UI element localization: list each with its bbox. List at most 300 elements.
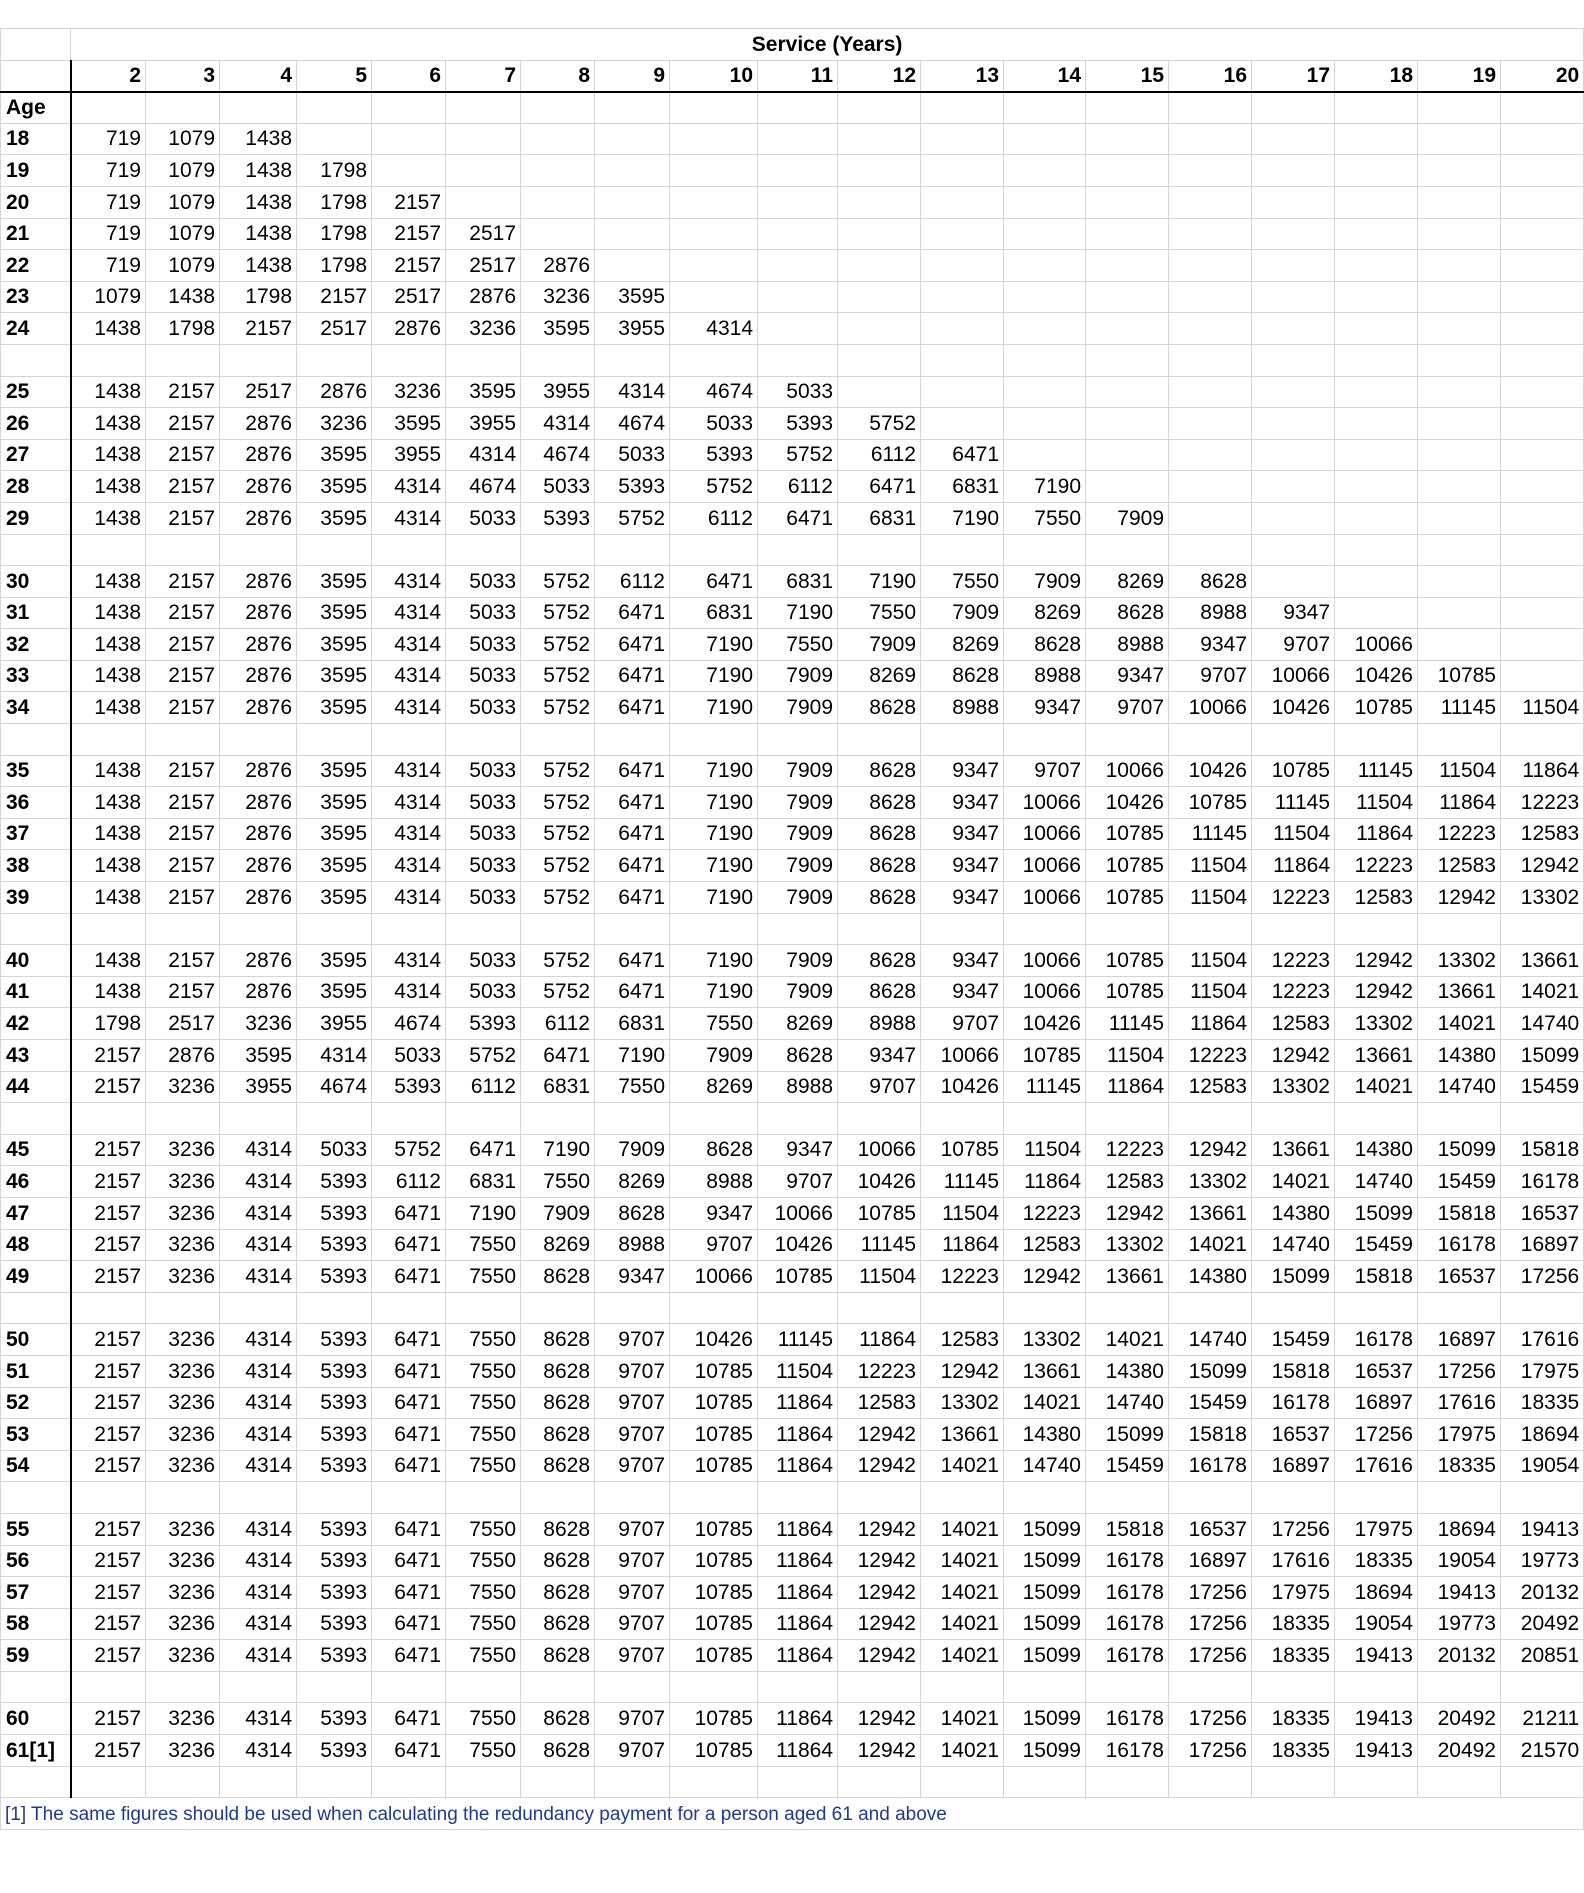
- age-cell: 54: [1, 1450, 71, 1482]
- payment-cell: 18335: [1335, 1545, 1418, 1577]
- empty-cell: [1252, 281, 1335, 313]
- payment-cell: 9707: [595, 1545, 670, 1577]
- payment-cell: 7190: [670, 787, 758, 819]
- payment-cell: 9347: [921, 755, 1004, 787]
- payment-cell: 3236: [146, 1545, 220, 1577]
- payment-cell: 6831: [758, 566, 838, 598]
- empty-cell: [670, 913, 758, 945]
- payment-cell: 11504: [921, 1197, 1004, 1229]
- payment-cell: 10785: [670, 1545, 758, 1577]
- payment-cell: 6112: [758, 471, 838, 503]
- payment-cell: 5752: [521, 660, 595, 692]
- empty-cell: [1169, 534, 1252, 566]
- payment-cell: 6831: [838, 502, 921, 534]
- payment-cell: 6471: [372, 1387, 446, 1419]
- payment-cell: 21211: [1501, 1703, 1584, 1735]
- payment-cell: 8628: [521, 1387, 595, 1419]
- service-year-header: 5: [297, 60, 372, 92]
- payment-cell: 1438: [71, 566, 146, 598]
- age-cell: 35: [1, 755, 71, 787]
- payment-cell: 3955: [595, 313, 670, 345]
- payment-cell: 19413: [1335, 1735, 1418, 1767]
- payment-cell: 6471: [838, 471, 921, 503]
- empty-cell: [1086, 155, 1169, 187]
- empty-cell: [521, 724, 595, 756]
- empty-cell: [758, 1766, 838, 1798]
- payment-cell: 9707: [1169, 660, 1252, 692]
- payment-cell: 3955: [372, 439, 446, 471]
- payment-cell: 8988: [595, 1229, 670, 1261]
- payment-cell: 15818: [1252, 1355, 1335, 1387]
- empty-cell: [297, 1482, 372, 1514]
- payment-cell: 5752: [595, 502, 670, 534]
- payment-cell: 15459: [1252, 1324, 1335, 1356]
- payment-cell: 5393: [670, 439, 758, 471]
- payment-cell: 3236: [146, 1640, 220, 1672]
- payment-cell: 5393: [297, 1513, 372, 1545]
- empty-cell: [838, 376, 921, 408]
- age-cell: 27: [1, 439, 71, 471]
- payment-cell: 3236: [146, 1577, 220, 1609]
- empty-cell: [220, 724, 297, 756]
- payment-cell: 1438: [71, 376, 146, 408]
- payment-cell: 7190: [670, 660, 758, 692]
- empty-cell: [1004, 155, 1086, 187]
- empty-cell: [1418, 1766, 1501, 1798]
- payment-cell: 9347: [921, 818, 1004, 850]
- payment-cell: 9707: [595, 1419, 670, 1451]
- empty-cell: [297, 724, 372, 756]
- payment-cell: 16897: [1418, 1324, 1501, 1356]
- payment-cell: 2157: [71, 1450, 146, 1482]
- payment-cell: 11864: [1335, 818, 1418, 850]
- payment-cell: 8988: [921, 692, 1004, 724]
- empty-cell: [758, 250, 838, 282]
- payment-cell: 15459: [1335, 1229, 1418, 1261]
- payment-cell: 8628: [521, 1545, 595, 1577]
- payment-cell: 11504: [1169, 850, 1252, 882]
- empty-cell: [1501, 344, 1584, 376]
- empty-cell: [1, 1766, 71, 1798]
- empty-cell: [670, 1292, 758, 1324]
- empty-cell: [1418, 155, 1501, 187]
- empty-cell: [921, 250, 1004, 282]
- empty-cell: [71, 1671, 146, 1703]
- empty-cell: [297, 344, 372, 376]
- age-cell: 34: [1, 692, 71, 724]
- payment-cell: 6112: [446, 1071, 521, 1103]
- payment-cell: 16537: [1169, 1513, 1252, 1545]
- age-cell: 21: [1, 218, 71, 250]
- payment-cell: 2157: [71, 1640, 146, 1672]
- payment-cell: 6112: [521, 1008, 595, 1040]
- payment-cell: 12942: [1004, 1261, 1086, 1293]
- payment-cell: 4314: [595, 376, 670, 408]
- payment-cell: 15099: [1004, 1608, 1086, 1640]
- payment-cell: 17975: [1335, 1513, 1418, 1545]
- payment-cell: 9707: [595, 1703, 670, 1735]
- empty-cell: [1169, 1671, 1252, 1703]
- payment-cell: 5033: [521, 471, 595, 503]
- empty-cell: [1252, 534, 1335, 566]
- payment-cell: 3595: [297, 566, 372, 598]
- empty-cell: [71, 1103, 146, 1135]
- empty-cell: [838, 534, 921, 566]
- empty-cell: [1335, 344, 1418, 376]
- payment-cell: 9347: [1086, 660, 1169, 692]
- payment-cell: 5393: [297, 1229, 372, 1261]
- payment-cell: 5752: [521, 755, 595, 787]
- table-row: [1, 408, 1584, 440]
- empty-cell: [297, 1103, 372, 1135]
- empty-cell: [921, 218, 1004, 250]
- empty-cell: [1004, 186, 1086, 218]
- payment-cell: 14740: [1335, 1166, 1418, 1198]
- empty-cell: [1169, 344, 1252, 376]
- payment-cell: 16897: [1169, 1545, 1252, 1577]
- empty-cell: [1418, 1292, 1501, 1324]
- payment-cell: 21570: [1501, 1735, 1584, 1767]
- payment-cell: 2157: [146, 945, 220, 977]
- payment-cell: 8269: [921, 629, 1004, 661]
- empty-cell: [146, 1292, 220, 1324]
- empty-cell: [1, 1103, 71, 1135]
- payment-cell: 11864: [758, 1513, 838, 1545]
- payment-cell: 16178: [1252, 1387, 1335, 1419]
- table-row: [1, 818, 1584, 850]
- payment-cell: 1079: [146, 250, 220, 282]
- empty-cell: [1252, 913, 1335, 945]
- payment-cell: 6471: [372, 1735, 446, 1767]
- empty-cell: [1086, 344, 1169, 376]
- payment-cell: 8269: [758, 1008, 838, 1040]
- payment-cell: 14380: [1335, 1134, 1418, 1166]
- payment-cell: 9707: [595, 1324, 670, 1356]
- payment-cell: 1438: [71, 660, 146, 692]
- payment-cell: 2157: [71, 1735, 146, 1767]
- payment-cell: 3595: [297, 882, 372, 914]
- payment-cell: 7909: [758, 818, 838, 850]
- payment-cell: 8988: [758, 1071, 838, 1103]
- empty-cell: [1004, 376, 1086, 408]
- payment-cell: 11504: [1252, 818, 1335, 850]
- empty-cell: [1501, 1292, 1584, 1324]
- empty-cell: [1501, 439, 1584, 471]
- empty-cell: [1086, 724, 1169, 756]
- payment-cell: 10426: [838, 1166, 921, 1198]
- payment-cell: 8628: [521, 1355, 595, 1387]
- payment-cell: 9707: [595, 1387, 670, 1419]
- payment-cell: 2157: [146, 629, 220, 661]
- table-title: Service (Years): [71, 29, 1584, 61]
- empty-cell: [220, 1103, 297, 1135]
- empty-cell: [1169, 250, 1252, 282]
- payment-cell: 7550: [446, 1387, 521, 1419]
- empty-cell: [1501, 250, 1584, 282]
- payment-cell: 7550: [838, 597, 921, 629]
- payment-cell: 4314: [220, 1355, 297, 1387]
- empty-cell: [595, 1292, 670, 1324]
- empty-cell: [758, 92, 838, 124]
- payment-cell: 10785: [838, 1197, 921, 1229]
- payment-cell: 6471: [372, 1419, 446, 1451]
- payment-cell: 12942: [1086, 1197, 1169, 1229]
- payment-cell: 12942: [838, 1608, 921, 1640]
- payment-cell: 4314: [220, 1545, 297, 1577]
- empty-cell: [1004, 123, 1086, 155]
- payment-cell: 15099: [1501, 1040, 1584, 1072]
- empty-cell: [1086, 913, 1169, 945]
- payment-cell: 5393: [297, 1450, 372, 1482]
- payment-cell: 14380: [1252, 1197, 1335, 1229]
- empty-cell: [1501, 471, 1584, 503]
- payment-cell: 10426: [758, 1229, 838, 1261]
- payment-cell: 4314: [220, 1197, 297, 1229]
- empty-cell: [1004, 534, 1086, 566]
- payment-cell: 15818: [1169, 1419, 1252, 1451]
- payment-cell: 1438: [71, 850, 146, 882]
- payment-cell: 4674: [521, 439, 595, 471]
- payment-cell: 3595: [297, 471, 372, 503]
- empty-cell: [1086, 281, 1169, 313]
- empty-cell: [1004, 439, 1086, 471]
- empty-cell: [1, 1292, 71, 1324]
- payment-cell: 3595: [297, 818, 372, 850]
- payment-cell: 6831: [446, 1166, 521, 1198]
- payment-cell: 5393: [297, 1387, 372, 1419]
- empty-cell: [1169, 92, 1252, 124]
- empty-cell: [838, 1482, 921, 1514]
- payment-cell: 6471: [372, 1229, 446, 1261]
- payment-cell: 2157: [71, 1513, 146, 1545]
- empty-cell: [1252, 376, 1335, 408]
- empty-cell: [921, 376, 1004, 408]
- payment-cell: 15818: [1086, 1513, 1169, 1545]
- empty-cell: [1501, 724, 1584, 756]
- payment-cell: 11864: [758, 1640, 838, 1672]
- table-row: [1, 1387, 1584, 1419]
- empty-cell: [372, 1292, 446, 1324]
- payment-cell: 13661: [1086, 1261, 1169, 1293]
- payment-cell: 3236: [146, 1197, 220, 1229]
- payment-cell: 8628: [521, 1419, 595, 1451]
- empty-cell: [372, 724, 446, 756]
- payment-cell: 4314: [220, 1419, 297, 1451]
- payment-cell: 11504: [1086, 1040, 1169, 1072]
- payment-cell: 2157: [146, 692, 220, 724]
- table-row: [1, 945, 1584, 977]
- payment-cell: 1079: [146, 186, 220, 218]
- spacer-row: [1, 1671, 1584, 1703]
- payment-cell: 16537: [1418, 1261, 1501, 1293]
- payment-cell: 4314: [372, 945, 446, 977]
- payment-cell: 6831: [670, 597, 758, 629]
- empty-cell: [297, 534, 372, 566]
- payment-cell: 5393: [297, 1166, 372, 1198]
- empty-cell: [1086, 1766, 1169, 1798]
- empty-cell: [1004, 344, 1086, 376]
- payment-cell: 7550: [446, 1229, 521, 1261]
- payment-cell: 1798: [297, 186, 372, 218]
- payment-cell: 12942: [838, 1703, 921, 1735]
- empty-cell: [670, 123, 758, 155]
- payment-cell: 7190: [758, 597, 838, 629]
- empty-cell: [372, 913, 446, 945]
- empty-cell: [838, 155, 921, 187]
- payment-cell: 10785: [1086, 850, 1169, 882]
- payment-cell: 10785: [670, 1703, 758, 1735]
- payment-cell: 2876: [146, 1040, 220, 1072]
- empty-cell: [1335, 1103, 1418, 1135]
- spacer-row: [1, 344, 1584, 376]
- payment-cell: 1798: [297, 155, 372, 187]
- empty-cell: [521, 186, 595, 218]
- payment-cell: 1438: [71, 313, 146, 345]
- payment-cell: 11864: [758, 1419, 838, 1451]
- empty-cell: [758, 344, 838, 376]
- payment-cell: 2517: [297, 313, 372, 345]
- payment-cell: 5752: [521, 976, 595, 1008]
- empty-cell: [921, 313, 1004, 345]
- spacer-row: [1, 1482, 1584, 1514]
- payment-cell: 5033: [446, 660, 521, 692]
- empty-cell: [921, 1482, 1004, 1514]
- payment-cell: 3236: [446, 313, 521, 345]
- payment-cell: 5033: [372, 1040, 446, 1072]
- payment-cell: 11504: [1169, 945, 1252, 977]
- payment-cell: 12942: [838, 1577, 921, 1609]
- payment-cell: 6471: [372, 1324, 446, 1356]
- payment-cell: 2876: [220, 566, 297, 598]
- payment-cell: 15099: [1004, 1640, 1086, 1672]
- empty-cell: [1169, 724, 1252, 756]
- payment-cell: 7909: [758, 850, 838, 882]
- payment-cell: 9707: [758, 1166, 838, 1198]
- payment-cell: 7909: [521, 1197, 595, 1229]
- payment-cell: 5393: [297, 1419, 372, 1451]
- empty-cell: [595, 724, 670, 756]
- payment-cell: 12583: [1004, 1229, 1086, 1261]
- payment-cell: 2517: [446, 250, 521, 282]
- payment-cell: 9707: [595, 1608, 670, 1640]
- payment-cell: 6471: [595, 755, 670, 787]
- empty-cell: [1169, 1482, 1252, 1514]
- payment-cell: 2157: [146, 755, 220, 787]
- empty-cell: [921, 281, 1004, 313]
- payment-cell: 9707: [1086, 692, 1169, 724]
- payment-cell: 2157: [71, 1419, 146, 1451]
- empty-cell: [1086, 439, 1169, 471]
- payment-cell: 4314: [220, 1608, 297, 1640]
- empty-cell: [1, 1671, 71, 1703]
- empty-cell: [1004, 250, 1086, 282]
- payment-cell: 5033: [446, 755, 521, 787]
- empty-cell: [595, 92, 670, 124]
- payment-cell: 3236: [146, 1229, 220, 1261]
- payment-cell: 4314: [372, 692, 446, 724]
- empty-cell: [1252, 439, 1335, 471]
- payment-cell: 2876: [220, 692, 297, 724]
- payment-cell: 2157: [372, 186, 446, 218]
- payment-cell: 5393: [297, 1735, 372, 1767]
- payment-cell: 5033: [446, 945, 521, 977]
- payment-cell: 17256: [1418, 1355, 1501, 1387]
- payment-cell: 7550: [1004, 502, 1086, 534]
- payment-cell: 15099: [1418, 1134, 1501, 1166]
- empty-cell: [1418, 408, 1501, 440]
- empty-cell: [297, 92, 372, 124]
- age-cell: 32: [1, 629, 71, 661]
- empty-cell: [1335, 534, 1418, 566]
- payment-cell: 17256: [1169, 1577, 1252, 1609]
- payment-cell: 16897: [1252, 1450, 1335, 1482]
- empty-cell: [595, 1671, 670, 1703]
- service-years-header-row: [1, 60, 1584, 92]
- payment-cell: 12223: [838, 1355, 921, 1387]
- payment-cell: 4314: [372, 882, 446, 914]
- empty-cell: [521, 218, 595, 250]
- empty-cell: [595, 913, 670, 945]
- payment-cell: 7909: [1086, 502, 1169, 534]
- payment-cell: 12223: [1086, 1134, 1169, 1166]
- payment-cell: 11864: [921, 1229, 1004, 1261]
- age-cell: 61[1]: [1, 1735, 71, 1767]
- payment-cell: 2876: [220, 471, 297, 503]
- payment-cell: 5752: [521, 818, 595, 850]
- age-cell: 28: [1, 471, 71, 503]
- payment-cell: 12942: [1335, 976, 1418, 1008]
- empty-cell: [758, 1482, 838, 1514]
- payment-cell: 3595: [297, 660, 372, 692]
- empty-cell: [595, 1103, 670, 1135]
- payment-cell: 16537: [1252, 1419, 1335, 1451]
- payment-cell: 9347: [1169, 629, 1252, 661]
- age-label: Age: [1, 92, 71, 124]
- service-year-header: 11: [758, 60, 838, 92]
- payment-cell: 4314: [297, 1040, 372, 1072]
- payment-cell: 5033: [297, 1134, 372, 1166]
- empty-cell: [71, 1482, 146, 1514]
- empty-cell: [595, 250, 670, 282]
- payment-cell: 8628: [758, 1040, 838, 1072]
- payment-cell: 5033: [446, 850, 521, 882]
- payment-cell: 7550: [446, 1419, 521, 1451]
- payment-cell: 3236: [146, 1387, 220, 1419]
- payment-cell: 2157: [146, 408, 220, 440]
- empty-cell: [838, 250, 921, 282]
- payment-cell: 9707: [595, 1577, 670, 1609]
- payment-cell: 3236: [146, 1703, 220, 1735]
- payment-cell: 16178: [1501, 1166, 1584, 1198]
- payment-cell: 13661: [1252, 1134, 1335, 1166]
- payment-cell: 11145: [838, 1229, 921, 1261]
- payment-cell: 10785: [670, 1355, 758, 1387]
- payment-cell: 10066: [1252, 660, 1335, 692]
- payment-cell: 2157: [146, 850, 220, 882]
- payment-cell: 6471: [372, 1513, 446, 1545]
- empty-cell: [1418, 597, 1501, 629]
- payment-cell: 17256: [1169, 1735, 1252, 1767]
- payment-cell: 11864: [1004, 1166, 1086, 1198]
- empty-cell: [372, 92, 446, 124]
- age-cell: 31: [1, 597, 71, 629]
- payment-cell: 7190: [670, 882, 758, 914]
- payment-cell: 11864: [758, 1608, 838, 1640]
- payment-cell: 4674: [297, 1071, 372, 1103]
- table-row: [1, 439, 1584, 471]
- empty-cell: [1169, 1766, 1252, 1798]
- empty-cell: [1004, 1671, 1086, 1703]
